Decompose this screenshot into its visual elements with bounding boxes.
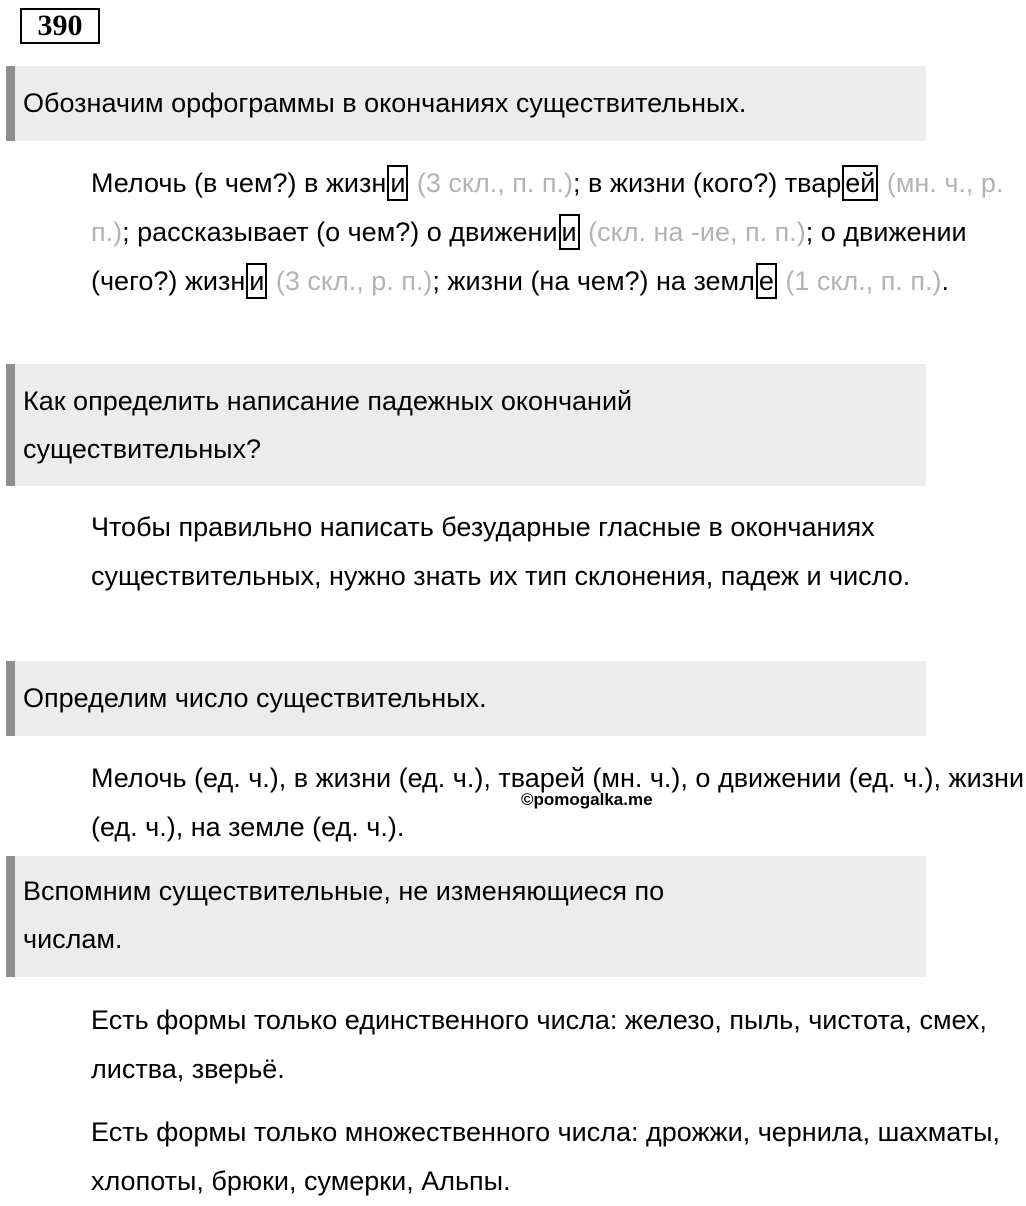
ending-box: ей <box>842 165 878 201</box>
section-heading-invariable <box>6 856 926 977</box>
paragraph-plural-only: Есть формы только множественного числа: дрожжи, чернила, шахматы, хлопоты, брюки, сумерки, Альпы. <box>91 1117 1001 1196</box>
grammar-note: (3 скл., р. п.) <box>268 266 433 296</box>
section-heading-endings-question <box>6 364 926 486</box>
paragraph-singular-only: Есть формы только единственного числа: железо, пыль, чистота, смех, листва, зверьё. <box>91 1005 987 1084</box>
text-segment: . <box>941 266 950 296</box>
paragraph-number: Мелочь (ед. ч.), в жизни (ед. ч.), тварей (мн. ч.), о движении (ед. ч.), жизни (ед. ч.), на земле (ед. ч.). <box>91 763 1025 842</box>
text-segment: Мелочь (в чем?) в жизн <box>91 168 387 198</box>
heading-line: существительных? <box>23 434 262 464</box>
grammar-note: (3 скл., п. п.) <box>409 168 574 198</box>
watermark: ©pomogalka.me <box>521 790 653 809</box>
paragraph-orthograms <box>20 159 1026 306</box>
text-segment: ; жизни (на чем?) на земл <box>432 266 755 296</box>
grammar-note: (1 скл., п. п.) <box>777 266 942 296</box>
heading-line: Как определить написание падежных окончаний <box>23 386 633 416</box>
section-heading-number <box>6 661 926 736</box>
heading-text: Определим число существительных. <box>23 683 487 713</box>
grammar-note: (мн. ч., р. п.) <box>91 168 1004 247</box>
paragraph-endings-rule: Чтобы правильно написать безударные гласные в окончаниях существительных, нужно знать их тип склонения, падеж и число. <box>91 512 911 591</box>
heading-line: Вспомним существительные, не изменяющиеся по <box>23 876 665 906</box>
section-heading-orthograms <box>6 66 926 141</box>
text-segment: ; в жизни (кого?) твар <box>573 168 842 198</box>
ending-box: и <box>387 165 408 201</box>
text-segment: ; рассказывает (о чем?) о движени <box>122 217 558 247</box>
ending-box: и <box>559 214 580 250</box>
task-number: 390 <box>20 8 100 44</box>
heading-text: Обозначим орфограммы в окончаниях существительных. <box>23 88 747 118</box>
ending-box: е <box>756 263 777 299</box>
grammar-note: (скл. на -ие, п. п.) <box>580 217 806 247</box>
heading-line: числам. <box>23 924 123 954</box>
text-segment: ; о движении (чего?) жизн <box>91 217 967 296</box>
ending-box: и <box>246 263 267 299</box>
